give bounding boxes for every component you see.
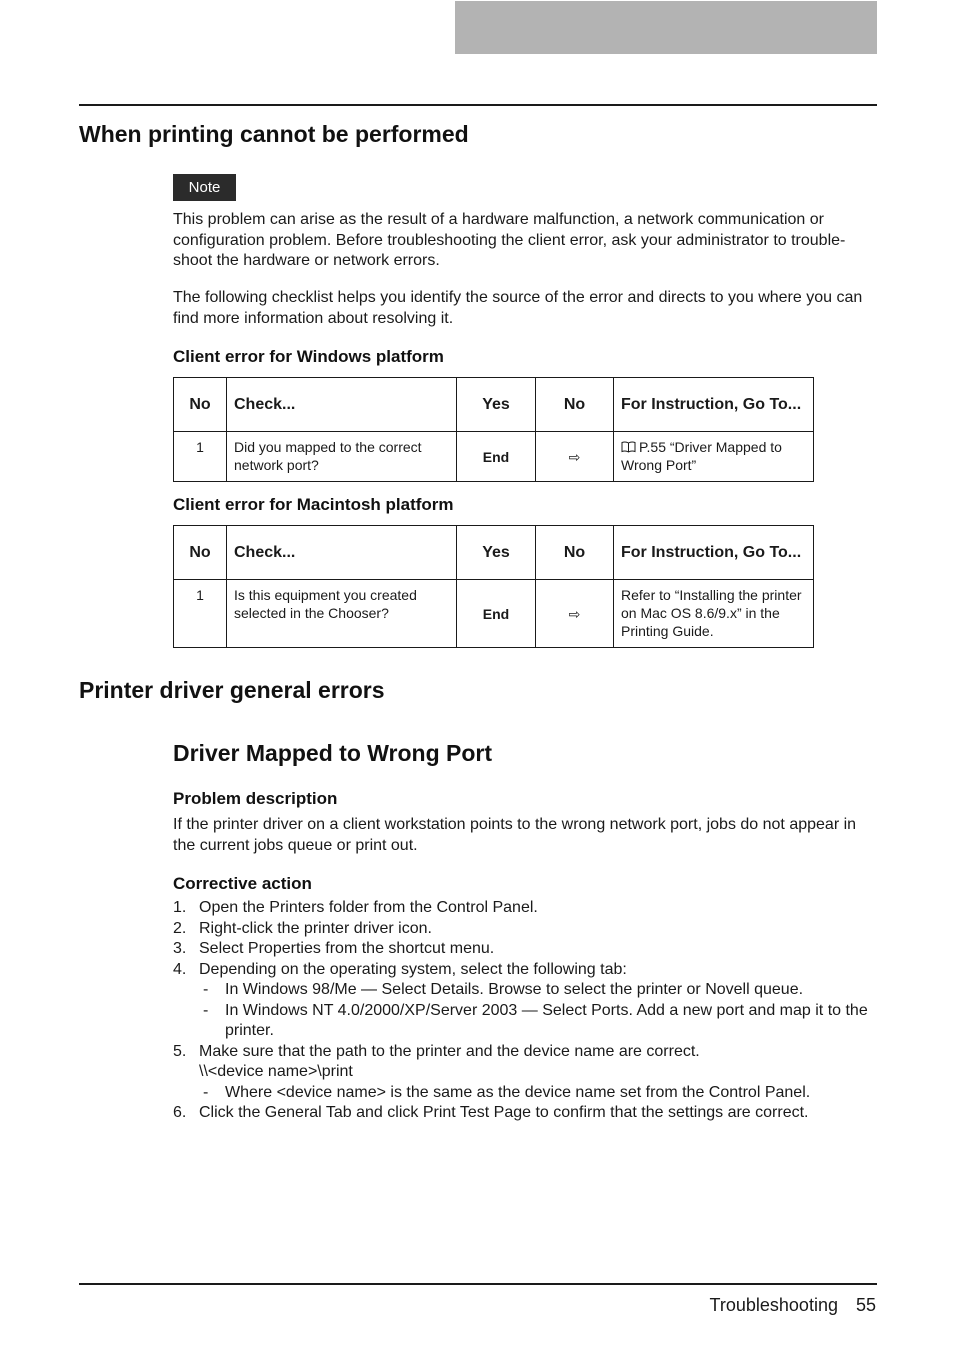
col-instruction: For Instruction, Go To... [614,378,814,432]
page-number: 55 [855,1295,876,1315]
checklist-paragraph: The following checklist helps you identify the source of the error and directs to you where you can find more information about resolving it. [173,289,863,327]
step-text: Depending on the operating system, select the following tab: [199,960,627,978]
page-footer [692,1295,876,1316]
mac-heading: Client error for Macintosh platform [173,495,454,514]
step-number: 2. [173,919,187,937]
col-check: Check... [227,526,457,580]
sub-list-item [199,980,878,1001]
col-no: No [174,378,227,432]
sub-item-text: In Windows 98/Me — Select Details. Browse to select the printer or Novell queue. [225,981,804,998]
col-no-action: No [536,526,614,580]
col-check: Check... [227,378,457,432]
dash-bullet: - [203,1083,209,1101]
table-header-row [174,378,814,432]
corrective-heading: Corrective action [173,874,312,893]
bottom-rule [79,1283,877,1285]
section-title-driver-errors: Printer driver general errors [79,677,385,703]
instruction-link-text: P.55 “Driver Mapped to Wrong Port” [621,439,782,473]
footer-section: Troubleshooting [709,1295,838,1315]
dash-bullet: - [203,1001,209,1019]
subsection-title: Driver Mapped to Wrong Port [173,740,493,766]
note-badge: Note [173,174,236,201]
step-number: 3. [173,940,187,957]
sub-item-text: In Windows NT 4.0/2000/XP/Server 2003 — Select Ports. Add a new port and map it to the printer. [225,1001,868,1039]
step-number: 1. [173,899,187,916]
row-no-arrow: ⇨ [536,580,614,648]
table-header-row [174,526,814,580]
top-rule [79,104,877,106]
col-yes: Yes [457,378,536,432]
device-path: \\<device name>\print [199,1063,353,1080]
row-number: 1 [174,432,227,482]
table-row [174,580,814,648]
row-check: Did you mapped to the correct network port? [227,432,457,482]
problem-heading: Problem description [173,789,338,808]
row-check: Is this equipment you created selected in the Chooser? [227,580,457,648]
step-number: 4. [173,960,187,978]
row-instruction [614,432,814,482]
step-number: 6. [173,1104,187,1121]
row-instruction: Refer to “Installing the printer on Mac OS 8.6/9.x” in the Printing Guide. [614,580,814,648]
col-no-action: No [536,378,614,432]
step-number: 5. [173,1042,187,1060]
col-instruction: For Instruction, Go To... [614,526,814,580]
section-title-printing: When printing cannot be performed [79,121,469,147]
header-bar [455,1,877,54]
table-row [174,432,814,482]
col-yes: Yes [457,526,536,580]
sub-list-item [199,1001,878,1042]
list-item [173,919,878,940]
list-item [173,960,878,1042]
corrective-steps [173,898,878,1124]
step-text: Select Properties from the shortcut menu. [199,940,495,957]
row-number: 1 [174,580,227,648]
sub-item-text: Where <device name> is the same as the device name set from the Control Panel. [225,1083,811,1101]
row-yes: End [457,580,536,648]
row-no-arrow: ⇨ [536,432,614,482]
step-text: Open the Printers folder from the Control Panel. [199,899,538,916]
step-text: Click the General Tab and click Print Test Page to confirm that the settings are correct. [199,1104,809,1121]
windows-table [173,377,814,482]
list-item [173,1042,878,1104]
step-text: Right-click the printer driver icon. [199,919,432,937]
sub-list [199,1083,878,1104]
step-text: Make sure that the path to the printer and the device name are correct. [199,1042,700,1060]
list-item [173,1103,878,1124]
intro-paragraph: This problem can arise as the result of a hardware malfunction, a network communication or configuration problem. Before troubleshooting the client error, ask your administrator to trouble-shoot the hardware or network errors. [173,211,846,269]
windows-heading: Client error for Windows platform [173,347,444,366]
problem-text: If the printer driver on a client workstation points to the wrong network port, jobs do not appear in the current jobs queue or print out. [173,816,857,854]
mac-table [173,525,814,648]
sub-list-item [199,1083,878,1104]
list-item [173,898,878,919]
row-yes: End [457,432,536,482]
dash-bullet: - [203,981,209,998]
sub-list [199,980,878,1042]
book-icon [621,441,636,453]
list-item [173,939,878,960]
col-no: No [174,526,227,580]
